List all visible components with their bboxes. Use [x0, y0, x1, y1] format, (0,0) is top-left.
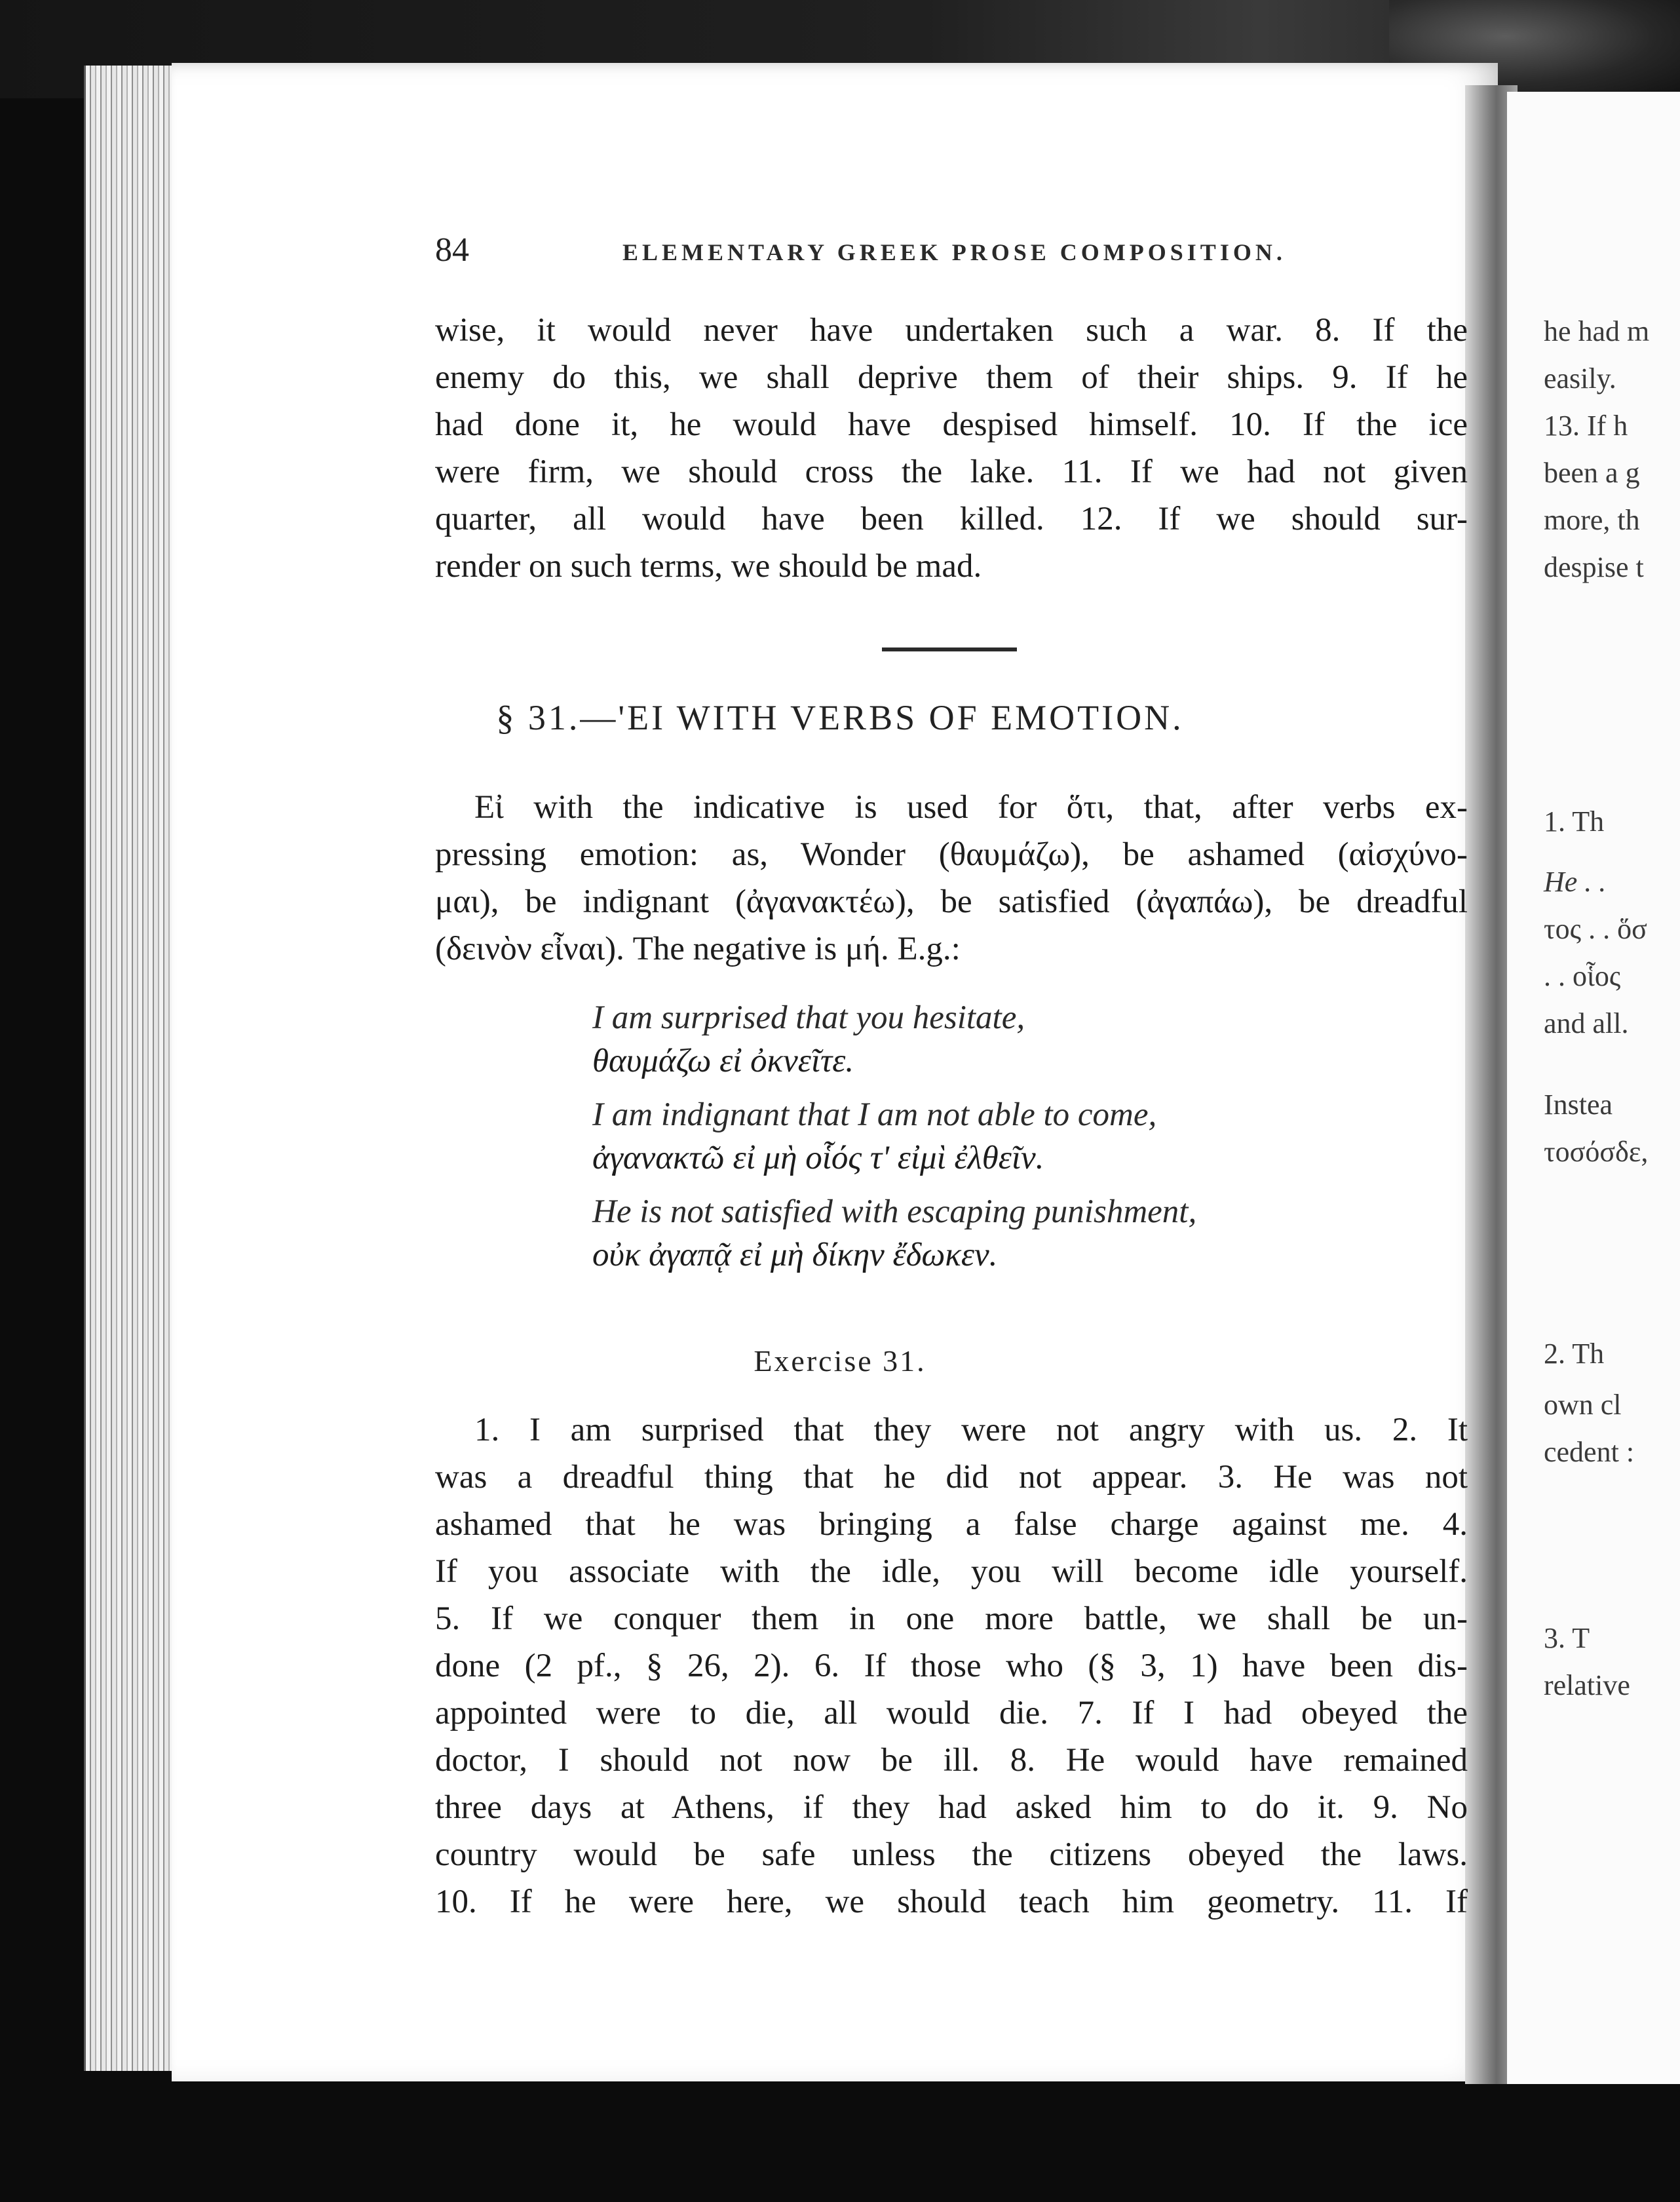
text-line: was a dreadful thing that he did not appear. 3. He was not	[435, 1459, 1468, 1496]
adjacent-fragment: despise t	[1544, 551, 1644, 583]
running-head: ELEMENTARY GREEK PROSE COMPOSITION.	[622, 239, 1286, 265]
text-line: wise, it would never have undertaken such a war. 8. If the	[435, 312, 1468, 349]
book-page-edges	[84, 66, 184, 2071]
example-greek: ἀγανακτῶ εἰ μὴ οἷός τ' εἰμὶ ἐλθεῖν.	[592, 1140, 1044, 1176]
adjacent-fragment: relative	[1544, 1669, 1630, 1701]
adjacent-fragment: and all.	[1544, 1007, 1629, 1039]
adjacent-fragment: cedent :	[1544, 1436, 1635, 1468]
text-line: done (2 pf., § 26, 2). 6. If those who (§ 3, 1) have been dis-	[435, 1648, 1468, 1684]
adjacent-fragment: been a g	[1544, 457, 1640, 489]
text-line: enemy do this, we shall deprive them of their ships. 9. If he	[435, 359, 1468, 396]
text-line: country would be safe unless the citizens obeyed the laws.	[435, 1836, 1468, 1873]
section-heading: § 31.—'EI WITH VERBS OF EMOTION.	[496, 698, 1184, 737]
text-line: render on such terms, we should be mad.	[435, 548, 982, 585]
adjacent-fragment: Instea	[1544, 1089, 1613, 1121]
text-line: Εἰ with the indicative is used for ὅτι, that, after verbs ex-	[474, 789, 1468, 826]
example-english: I am surprised that you hesitate,	[592, 999, 1025, 1036]
adjacent-fragment: τοσόσδε,	[1544, 1136, 1649, 1168]
page-number: 84	[435, 231, 469, 269]
text-line: doctor, I should not now be ill. 8. He would have remained	[435, 1742, 1468, 1779]
text-line: were firm, we should cross the lake. 11. If we had not given	[435, 454, 1468, 490]
adjacent-fragment: 13. If h	[1544, 410, 1628, 442]
section-divider	[882, 647, 1017, 651]
adjacent-fragment: 1. Th	[1544, 805, 1605, 838]
text-line: 10. If he were here, we should teach him geometry. 11. If	[435, 1883, 1468, 1920]
text-line: ashamed that he was bringing a false charge against me. 4.	[435, 1506, 1468, 1543]
text-line: If you associate with the idle, you will become idle yourself.	[435, 1553, 1468, 1590]
text-line: three days at Athens, if they had asked him to do it. 9. No	[435, 1789, 1468, 1826]
example-greek: οὐκ ἀγαπᾷ εἰ μὴ δίκην ἔδωκεν.	[592, 1237, 998, 1273]
exercise-paragraph	[435, 1406, 1468, 1925]
text-line: (δεινὸν εἶναι). The negative is μή. E.g.:	[435, 931, 961, 967]
adjacent-page	[1507, 92, 1680, 2084]
example-english: I am indignant that I am not able to come,	[592, 1096, 1157, 1133]
adjacent-fragment: own cl	[1544, 1389, 1622, 1421]
adjacent-fragment: 3. T	[1544, 1622, 1590, 1654]
text-line: 1. I am surprised that they were not angry with us. 2. It	[474, 1412, 1468, 1448]
adjacent-fragment: 2. Th	[1544, 1338, 1605, 1370]
adjacent-fragment: easily.	[1544, 362, 1616, 395]
exercise-heading: Exercise 31.	[754, 1344, 926, 1378]
adjacent-fragment: he had m	[1544, 315, 1650, 347]
text-line: appointed were to die, all would die. 7. If I had obeyed the	[435, 1695, 1468, 1731]
text-line: had done it, he would have despised himself. 10. If the ice	[435, 406, 1468, 443]
adjacent-fragment: τος . . ὅσ	[1544, 913, 1647, 945]
adjacent-fragment: . . οἷος	[1544, 960, 1621, 992]
example-english: He is not satisfied with escaping punishment,	[592, 1193, 1197, 1230]
example-greek: θαυμάζω εἰ ὀκνεῖτε.	[592, 1043, 854, 1079]
continuation-paragraph	[435, 307, 1468, 590]
text-line: quarter, all would have been killed. 12. If we should sur-	[435, 501, 1468, 537]
adjacent-fragment: more, th	[1544, 504, 1640, 536]
adjacent-fragment: He . .	[1544, 866, 1607, 898]
example-list	[592, 996, 1196, 1287]
text-line: 5. If we conquer them in one more battle, we shall be un-	[435, 1600, 1468, 1637]
text-line: μαι), be indignant (ἀγανακτέω), be satisfied (ἀγαπάω), be dreadful	[435, 883, 1468, 920]
text-line: pressing emotion: as, Wonder (θαυμάζω), be ashamed (αἰσχύνο-	[435, 836, 1468, 873]
section-intro	[435, 784, 1468, 973]
